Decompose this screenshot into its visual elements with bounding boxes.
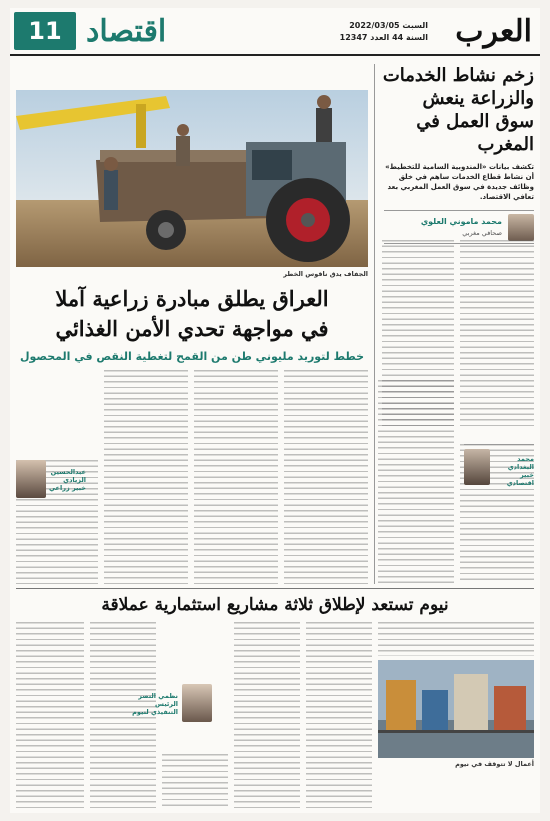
masthead bbox=[10, 8, 540, 56]
column-divider bbox=[374, 64, 375, 584]
right-story-headline: زخم نشاط الخدمات والزراعة ينعش سوق العمل في المغرب bbox=[382, 65, 534, 155]
author-role: صحافي مغربي bbox=[462, 229, 502, 237]
quote-photo bbox=[182, 684, 212, 722]
issue-info bbox=[340, 20, 428, 44]
page-number: 11 bbox=[14, 12, 76, 50]
newspaper-page bbox=[10, 8, 540, 813]
text-column bbox=[194, 370, 278, 584]
author-photo bbox=[508, 214, 534, 241]
columnist-box bbox=[16, 460, 86, 500]
bottom-right-body bbox=[378, 622, 534, 656]
text-column bbox=[162, 754, 228, 808]
main-subheadline: خطط لتوريد مليوني طن من القمح لتغطية النقص في المحصول bbox=[19, 350, 365, 363]
right-story-byline bbox=[384, 210, 534, 244]
tractor-photo bbox=[16, 90, 368, 267]
writer-photo bbox=[464, 449, 490, 485]
text-column bbox=[234, 622, 300, 808]
columnist-name: عبدالحسين الزيادي خبير زراعي bbox=[48, 468, 86, 492]
main-headline bbox=[16, 284, 368, 344]
text-column bbox=[104, 370, 188, 584]
newspaper-logo: العرب bbox=[455, 14, 532, 49]
columnist-photo bbox=[16, 460, 46, 498]
text-column bbox=[378, 380, 454, 584]
main-headline-line2: في مواجهة تحدي الأمن الغذائي bbox=[55, 316, 329, 341]
quote-name: نظمي النصر الرئيس التنفيذي لنيوم bbox=[132, 692, 178, 716]
right-story-lead: تكشف بيانات «المندوبية السامية للتخطيط» أن نشاط قطاع الخدمات ساهم في خلق وظائف جديدة في سوق العمل المغربي بعد تعافي الاقتصاد. bbox=[385, 163, 534, 201]
text-column bbox=[16, 622, 84, 808]
quote-box bbox=[130, 684, 212, 744]
photo-caption: الجفاف يدق ناقوس الخطر bbox=[283, 270, 368, 278]
text-column bbox=[306, 622, 372, 808]
writer-name: محمد البغدادي خبير اقتصادي bbox=[506, 455, 534, 487]
writer-box bbox=[464, 444, 534, 488]
warehouse-photo bbox=[378, 660, 534, 758]
text-column bbox=[284, 370, 368, 584]
issue-number: السنة 44 العدد 12347 bbox=[339, 33, 428, 42]
warehouse-photo-caption: أعمال لا تتوقف في نيوم bbox=[455, 760, 534, 768]
issue-date: السبت 2022/03/05 bbox=[349, 21, 428, 30]
section-divider bbox=[16, 588, 534, 589]
author-name: محمد ماموني العلوي bbox=[420, 217, 502, 226]
bottom-headline: نيوم تستعد لإطلاق ثلاثة مشاريع استثمارية عملاقة bbox=[101, 595, 449, 615]
text-column bbox=[378, 622, 534, 656]
main-headline-line1: العراق يطلق مبادرة زراعية آملا bbox=[55, 286, 329, 311]
section-title: اقتصاد bbox=[86, 14, 167, 49]
